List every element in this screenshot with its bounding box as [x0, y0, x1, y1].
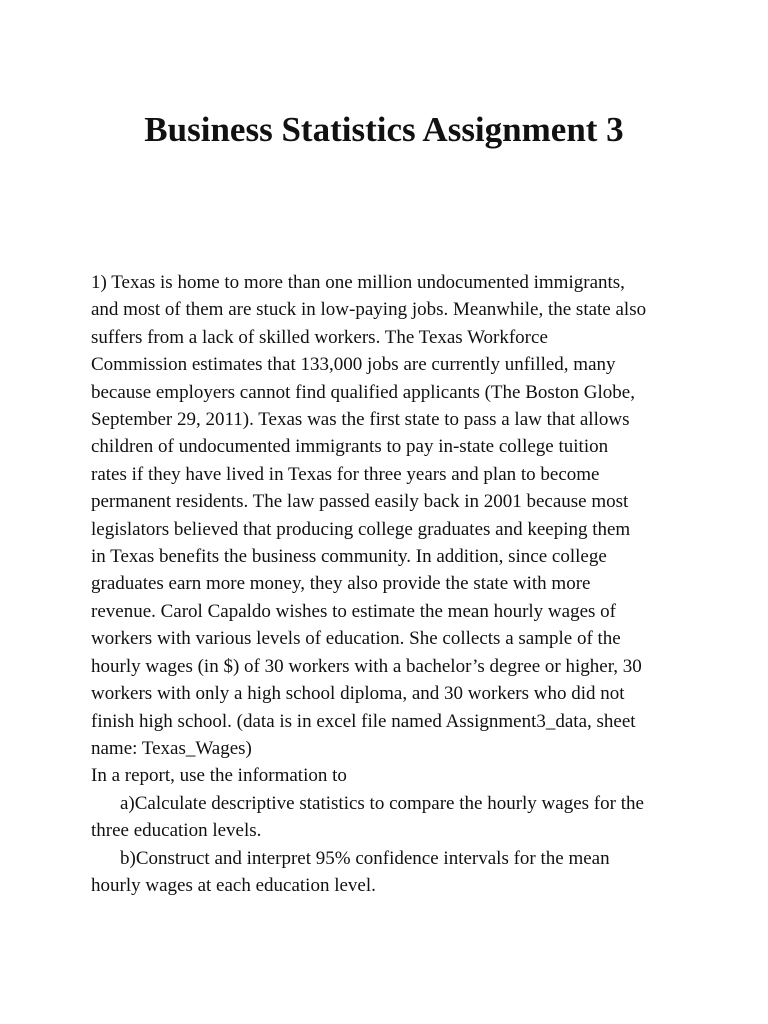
question-line: suffers from a lack of skilled workers. The Texas Workforce [91, 326, 548, 348]
question-line: name: Texas_Wages) [91, 737, 252, 759]
question-line: revenue. Carol Capaldo wishes to estimate the mean hourly wages of [91, 600, 616, 622]
page-title: Business Statistics Assignment 3 [144, 110, 624, 149]
question-line: children of undocumented immigrants to pay in-state college tuition [91, 436, 609, 458]
question-line: 1) Texas is home to more than one million undocumented immigrants, [91, 272, 625, 293]
part-a-line: a)Calculate descriptive statistics to compare the hourly wages for the [120, 792, 644, 814]
question-line: workers with only a high school diploma, and 30 workers who did not [91, 683, 625, 705]
question-line: graduates earn more money, they also provide the state with more [91, 573, 591, 595]
question-line: September 29, 2011). Texas was the first state to pass a law that allows [91, 409, 630, 431]
question-line: permanent residents. The law passed easily back in 2001 because most [91, 491, 629, 513]
part-b-line: hourly wages at each education level. [91, 874, 376, 896]
question-line: finish high school. (data is in excel file named Assignment3_data, sheet [91, 710, 636, 732]
instruction-text: In a report, use the information to [91, 765, 347, 787]
question-line: and most of them are stuck in low-paying jobs. Meanwhile, the state also [91, 299, 647, 321]
question-line: because employers cannot find qualified applicants (The Boston Globe, [91, 381, 635, 403]
question-line: legislators believed that producing college graduates and keeping them [91, 518, 631, 540]
part-b-line: b)Construct and interpret 95% confidence intervals for the mean [120, 847, 610, 869]
question-body [91, 269, 686, 899]
question-line: in Texas benefits the business community. In addition, since college [91, 546, 607, 568]
question-line: workers with various levels of education. She collects a sample of the [91, 628, 621, 650]
question-line: hourly wages (in $) of 30 workers with a bachelor’s degree or higher, 30 [91, 655, 642, 677]
question-line: Commission estimates that 133,000 jobs are currently unfilled, many [91, 354, 616, 376]
question-line: rates if they have lived in Texas for three years and plan to become [91, 463, 600, 485]
part-a-line: three education levels. [91, 820, 262, 842]
